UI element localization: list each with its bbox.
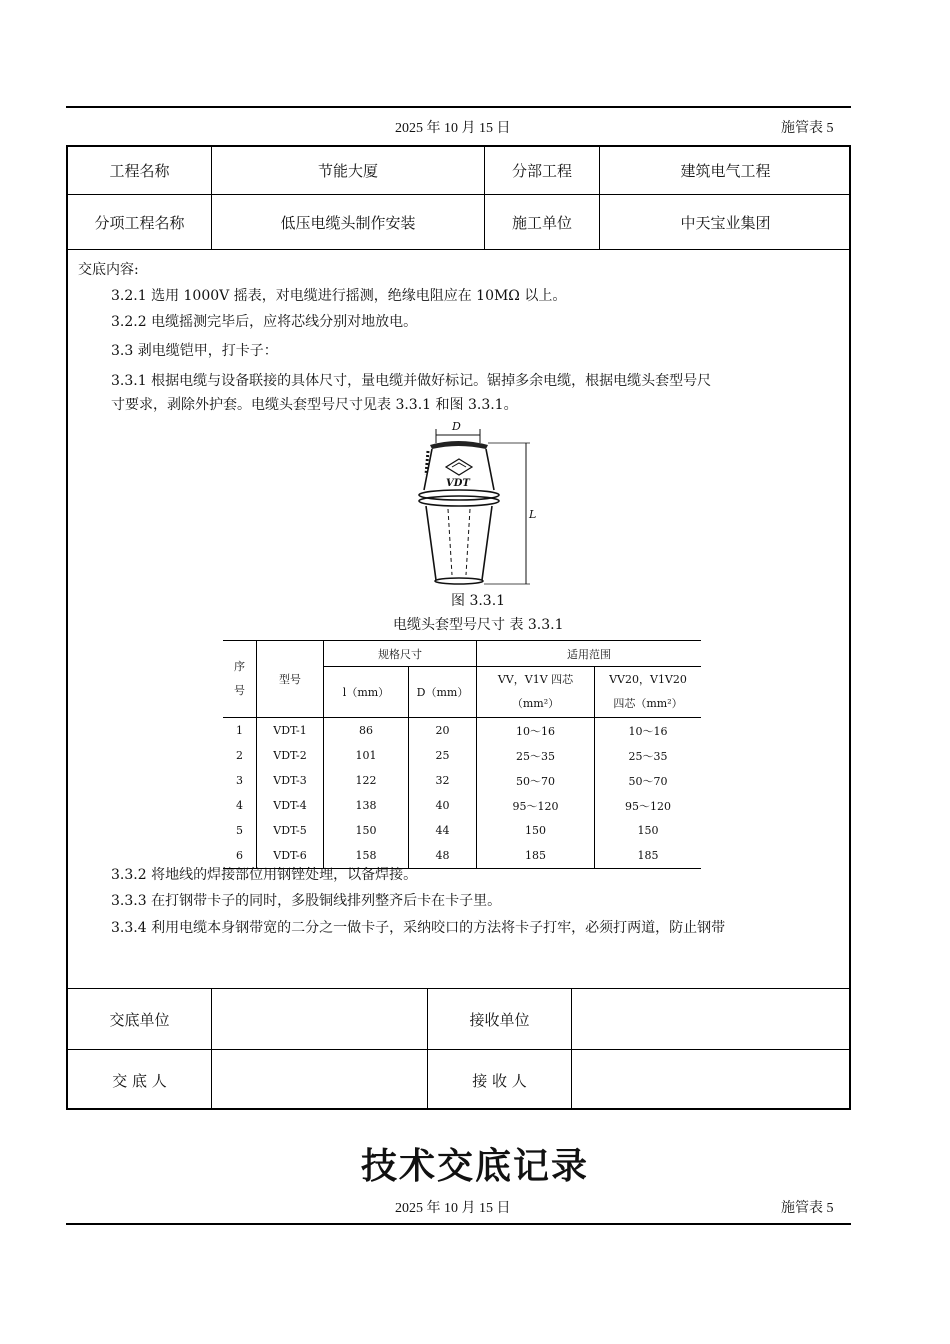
bottom-rule xyxy=(66,1223,851,1225)
receive-unit-label: 接收单位 xyxy=(469,1010,530,1029)
disclosure-form xyxy=(66,145,851,1110)
paragraph-3-3-3: 3.3.3 在打钢带卡子的同时，多股铜线排列整齐后卡在卡子里。 xyxy=(111,893,502,909)
cell-vv: 185 xyxy=(477,843,595,869)
table-row xyxy=(223,818,701,843)
cell-model: VDT-1 xyxy=(257,718,324,744)
col-header-vv20 xyxy=(595,667,702,718)
cell-length: 158 xyxy=(324,843,409,869)
figure-caption: 图 3.3.1 xyxy=(451,593,506,609)
cell-vv: 50～70 xyxy=(477,768,595,793)
header-form-code: 施管表 5 xyxy=(781,121,834,136)
cell-no: 3 xyxy=(236,774,243,787)
cell-diameter: 40 xyxy=(435,799,450,812)
cell-vv: 10～16 xyxy=(477,718,595,744)
figure-label-d: D xyxy=(452,420,461,433)
col-header-no-line2: 号 xyxy=(234,684,245,697)
cell-diameter: 44 xyxy=(435,824,450,837)
paragraph-3-3: 3.3 剥电缆铠甲，打卡子： xyxy=(111,343,278,359)
cell-no: 2 xyxy=(236,749,243,762)
col-header-size: 规格尺寸 xyxy=(324,641,477,667)
contractor-value: 中天宝业集团 xyxy=(680,213,771,232)
contractor-label: 施工单位 xyxy=(511,213,572,232)
table-caption: 电缆头套型号尺寸 表 3.3.1 xyxy=(393,617,564,633)
sleeve-spec-table xyxy=(223,640,701,869)
deliver-person-label: 交 底 人 xyxy=(112,1071,167,1090)
table-row xyxy=(223,718,701,744)
paragraph-3-3-2: 3.3.2 将地线的焊接部位用钢锉处理，以备焊接。 xyxy=(111,867,418,883)
paragraph-3-3-1-line1: 3.3.1 根据电缆与设备联接的具体尺寸，量电缆并做好标记。锯掉多余电缆，根据电缆头套型号尺 xyxy=(111,373,712,389)
paragraph-3-3-1-line2: 寸要求，剥除外护套。电缆头套型号尺寸见表 3.3.1 和图 3.3.1。 xyxy=(111,397,518,413)
cable-head-sleeve-figure xyxy=(408,415,558,585)
page-title: 技术交底记录 xyxy=(360,1146,589,1187)
cell-length: 101 xyxy=(324,743,409,768)
col-header-no xyxy=(223,641,257,718)
col-header-diameter: D（mm） xyxy=(409,667,477,718)
deliver-unit-field[interactable] xyxy=(212,989,427,1049)
col-header-vv-line2: （mm²） xyxy=(511,697,560,710)
figure-label-l: L xyxy=(529,508,537,521)
receive-unit-field[interactable] xyxy=(572,989,851,1049)
sub-item-label: 分项工程名称 xyxy=(94,213,185,232)
header-date: 2025 年 10 月 15 日 xyxy=(395,121,511,136)
cell-vv20: 150 xyxy=(637,824,659,837)
cell-model: VDT-4 xyxy=(257,793,324,818)
col-header-no-line1: 序 xyxy=(234,660,245,673)
cell-length: 150 xyxy=(324,818,409,843)
cell-length: 138 xyxy=(324,793,409,818)
col-header-model: 型号 xyxy=(257,641,324,718)
col-header-range: 适用范围 xyxy=(477,641,702,667)
cell-model: VDT-2 xyxy=(257,743,324,768)
cell-no: 5 xyxy=(236,824,243,837)
cell-no: 1 xyxy=(236,724,243,737)
paragraph-3-2-1: 3.2.1 选用 1000V 摇表，对电缆进行摇测，绝缘电阻应在 10MΩ 以上。 xyxy=(111,288,567,304)
deliver-unit-label: 交底单位 xyxy=(109,1010,170,1029)
row-divider xyxy=(68,249,849,250)
cell-vv20: 25～35 xyxy=(628,749,668,763)
figure-brand: VDT xyxy=(446,478,470,489)
cell-no: 6 xyxy=(223,843,257,869)
paragraph-3-3-4: 3.3.4 利用电缆本身钢带宽的二分之一做卡子，采纳咬口的方法将卡子打牢，必须打两道，防止钢带 xyxy=(111,920,726,936)
cell-vv20: 50～70 xyxy=(628,774,668,788)
top-rule xyxy=(66,106,851,108)
content-heading: 交底内容: xyxy=(78,262,139,278)
cell-vv20: 185 xyxy=(595,843,702,869)
col-header-length: l（mm） xyxy=(324,667,409,718)
next-page-form-code: 施管表 5 xyxy=(781,1201,834,1216)
cell-model: VDT-5 xyxy=(257,818,324,843)
col-header-vv20-line2: 四芯（mm²） xyxy=(613,697,683,710)
cell-diameter: 25 xyxy=(435,749,450,762)
cell-diameter: 32 xyxy=(435,774,450,787)
cell-vv: 150 xyxy=(477,818,595,843)
cell-no: 4 xyxy=(236,799,243,812)
cell-vv: 25～35 xyxy=(477,743,595,768)
cell-vv20: 10～16 xyxy=(628,724,668,738)
col-header-vv xyxy=(477,667,595,718)
cell-length: 86 xyxy=(324,718,409,744)
cell-diameter: 48 xyxy=(409,843,477,869)
deliver-person-field[interactable] xyxy=(212,1050,427,1110)
division-label: 分部工程 xyxy=(511,162,572,180)
paragraph-3-2-2: 3.2.2 电缆摇测完毕后，应将芯线分别对地放电。 xyxy=(111,314,418,330)
receive-person-field[interactable] xyxy=(572,1050,851,1110)
table-row xyxy=(223,793,701,818)
col-header-vv-line1: VV，V1V 四芯 xyxy=(497,673,574,686)
cell-model: VDT-6 xyxy=(257,843,324,869)
cell-length: 122 xyxy=(324,768,409,793)
division-value: 建筑电气工程 xyxy=(680,162,771,180)
receive-person-label: 接 收 人 xyxy=(472,1071,527,1090)
cell-vv: 95～120 xyxy=(477,793,595,818)
project-name-label: 工程名称 xyxy=(109,162,170,180)
sub-item-value: 低压电缆头制作安装 xyxy=(280,213,416,232)
cell-model: VDT-3 xyxy=(257,768,324,793)
col-header-vv20-line1: VV20，V1V20 xyxy=(609,673,687,686)
cell-diameter: 20 xyxy=(435,724,450,737)
table-row xyxy=(223,768,701,793)
cell-vv20: 95～120 xyxy=(625,799,671,813)
project-name-value: 节能大厦 xyxy=(317,162,378,180)
table-row xyxy=(223,743,701,768)
next-page-date: 2025 年 10 月 15 日 xyxy=(395,1201,511,1216)
